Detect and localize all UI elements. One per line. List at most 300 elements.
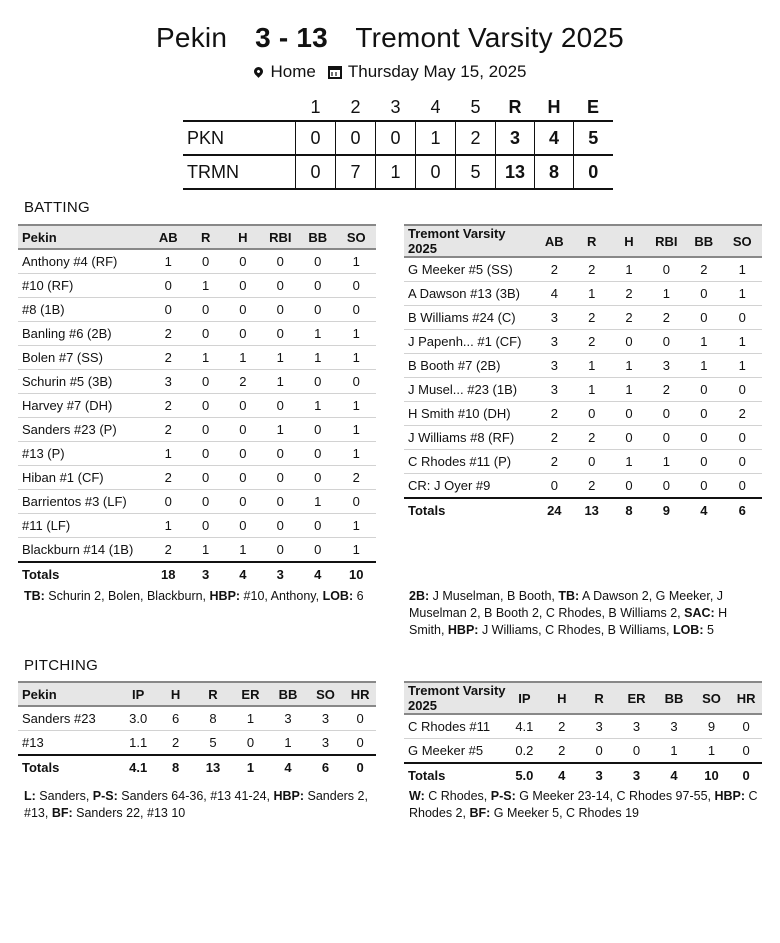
player-name: Anthony #4 (RF) [18, 249, 150, 274]
stat-cell: 3 [307, 706, 345, 731]
stat-cell: 0 [299, 514, 336, 538]
stat-cell: 0 [299, 274, 336, 298]
stat-cell: 1 [337, 322, 376, 346]
stat-cell: 0 [261, 514, 299, 538]
stat-cell: 0 [344, 731, 376, 756]
map-pin-icon [252, 65, 265, 78]
stat-cell: 0 [150, 274, 187, 298]
column-header: BB [655, 682, 693, 714]
stat-cell: 0 [224, 418, 261, 442]
total-cell: 13 [194, 755, 231, 779]
stats-header-row [18, 682, 376, 706]
note-key: HBP: [273, 789, 305, 803]
away-team-name: Pekin [156, 22, 228, 53]
player-row [18, 490, 376, 514]
note-key: HBP: [714, 789, 746, 803]
note-value: A Dawson 2, G Meeker, J Muselman 2, B Booth 2, C Rhodes, B Williams 2, [409, 589, 724, 620]
inning-header: 3 [390, 96, 401, 117]
stat-cell: 1 [299, 490, 336, 514]
stat-cell: 1 [723, 282, 762, 306]
column-header: H [224, 225, 261, 249]
stat-cell: 0 [685, 378, 722, 402]
stat-cell: 2 [337, 466, 376, 490]
stat-cell: 0 [187, 490, 224, 514]
stat-cell: 0 [224, 274, 261, 298]
stat-cell: 1 [187, 538, 224, 563]
note-key: HBP: [447, 623, 479, 637]
totals-label: Totals [404, 763, 506, 787]
player-row [18, 249, 376, 274]
batting-notes-away [24, 588, 374, 605]
column-header: BB [299, 225, 336, 249]
player-row [404, 739, 762, 764]
total-cell: 8 [610, 498, 647, 522]
stat-cell: 0 [187, 442, 224, 466]
total-cell: 24 [536, 498, 573, 522]
stat-cell: 0 [648, 330, 686, 354]
player-name: C Rhodes #11 [404, 714, 506, 739]
stat-cell: 0 [224, 322, 261, 346]
player-row [18, 418, 376, 442]
player-name: C Rhodes #11 (P) [404, 450, 536, 474]
note-value: Sanders 2, #13, [24, 789, 368, 820]
stat-cell: 2 [150, 322, 187, 346]
final-score: 3 - 13 [255, 22, 328, 53]
stat-cell: 0 [648, 257, 686, 282]
player-name: Banling #6 (2B) [18, 322, 150, 346]
stat-cell: 3 [150, 370, 187, 394]
player-name: Sanders #23 (P) [18, 418, 150, 442]
stat-cell: 1 [261, 370, 299, 394]
pitching-notes-away [24, 788, 374, 822]
stat-cell: 1 [610, 378, 647, 402]
game-title [0, 22, 780, 54]
location-text: Home [270, 62, 316, 81]
total-cell: 3 [261, 562, 299, 586]
total-cell: 4 [685, 498, 722, 522]
stat-cell: 0 [610, 474, 647, 499]
column-header: IP [506, 682, 544, 714]
totals-row [404, 763, 762, 787]
player-row [404, 257, 762, 282]
note-value: H Smith, [409, 606, 728, 637]
stat-cell: 0 [685, 306, 722, 330]
column-header: R [580, 682, 617, 714]
hits-header: H [547, 96, 561, 117]
team-name-header: Pekin [18, 225, 150, 249]
player-row [404, 450, 762, 474]
totals-label: Totals [18, 755, 119, 779]
stat-cell: 2 [543, 714, 580, 739]
note-key: TB: [24, 589, 45, 603]
pitching-table-away [18, 681, 376, 779]
stat-cell: 0 [299, 418, 336, 442]
stat-cell: 0 [299, 466, 336, 490]
total-cell: 4 [543, 763, 580, 787]
note-key: SAC: [684, 606, 715, 620]
stats-header-row [404, 225, 762, 257]
stat-cell: 1 [337, 394, 376, 418]
stat-cell: 1 [648, 282, 686, 306]
stat-cell: 2 [536, 426, 573, 450]
inning-score: 7 [336, 155, 376, 189]
totals-label: Totals [18, 562, 150, 586]
inning-score: 2 [456, 121, 496, 155]
stat-cell: 0 [648, 474, 686, 499]
note-value: Sanders, [35, 789, 93, 803]
stat-cell: 0 [648, 426, 686, 450]
total-cell: 6 [307, 755, 345, 779]
linescore-team: PKN [183, 121, 296, 155]
stat-cell: 0 [150, 490, 187, 514]
stat-cell: 2 [610, 282, 647, 306]
player-name: #13 [18, 731, 119, 756]
home-team-name: Tremont Varsity 2025 [355, 22, 624, 53]
inning-header: 2 [350, 96, 361, 117]
batting-table-home [404, 224, 762, 522]
stat-cell: 0 [232, 731, 270, 756]
stat-cell: 2 [150, 418, 187, 442]
stat-cell: 0 [299, 370, 336, 394]
stat-cell: 1 [150, 442, 187, 466]
column-header: ER [232, 682, 270, 706]
player-row [18, 298, 376, 322]
inning-header: 4 [430, 96, 441, 117]
stat-cell: 0 [187, 370, 224, 394]
errors-total: 5 [574, 121, 613, 155]
inning-score: 0 [296, 155, 336, 189]
stat-cell: 0 [648, 402, 686, 426]
runs-header: R [508, 96, 522, 117]
stat-cell: 2 [157, 731, 194, 756]
stat-cell: 0.2 [506, 739, 544, 764]
stat-cell: 1 [610, 257, 647, 282]
total-cell: 0 [730, 763, 762, 787]
inning-score: 0 [336, 121, 376, 155]
stat-cell: 1 [299, 394, 336, 418]
column-header: SO [723, 225, 762, 257]
stat-cell: 0 [187, 466, 224, 490]
pitching-notes-home [409, 788, 764, 822]
player-name: Blackburn #14 (1B) [18, 538, 150, 563]
stat-cell: 2 [536, 402, 573, 426]
linescore-row-home [183, 155, 613, 189]
player-name: G Meeker #5 [404, 739, 506, 764]
stat-cell: 1 [610, 450, 647, 474]
note-key: LOB: [322, 589, 354, 603]
pitching-section-title: PITCHING [24, 657, 99, 674]
column-header: BB [269, 682, 307, 706]
stat-cell: 0 [299, 442, 336, 466]
total-cell: 13 [573, 498, 610, 522]
stat-cell: 0 [224, 442, 261, 466]
note-key: TB: [558, 589, 580, 603]
team-name-header: Tremont Varsity 2025 [404, 225, 536, 257]
player-name: Hiban #1 (CF) [18, 466, 150, 490]
stat-cell: 1 [693, 739, 731, 764]
stat-cell: 1 [610, 354, 647, 378]
player-name: J Musel... #23 (1B) [404, 378, 536, 402]
inning-header: 1 [310, 96, 321, 117]
linescore-header [183, 94, 613, 121]
player-row [404, 714, 762, 739]
total-cell: 18 [150, 562, 187, 586]
column-header: H [157, 682, 194, 706]
stat-cell: 1 [150, 249, 187, 274]
column-header: R [573, 225, 610, 257]
stat-cell: 3 [580, 714, 617, 739]
stat-cell: 0 [610, 330, 647, 354]
calendar-icon [328, 66, 342, 79]
note-key: P-S: [92, 789, 118, 803]
stat-cell: 3.0 [119, 706, 157, 731]
total-cell: 4 [299, 562, 336, 586]
stat-cell: 0 [730, 739, 762, 764]
stat-cell: 0 [685, 426, 722, 450]
stat-cell: 3 [648, 354, 686, 378]
stat-cell: 0 [261, 249, 299, 274]
stat-cell: 0 [187, 298, 224, 322]
column-header: SO [337, 225, 376, 249]
stat-cell: 0 [187, 322, 224, 346]
totals-row [18, 562, 376, 586]
stat-cell: 0 [610, 426, 647, 450]
inning-score: 1 [416, 121, 456, 155]
stat-cell: 1 [261, 418, 299, 442]
note-value: G Meeker 5, C Rhodes 19 [490, 806, 639, 820]
stat-cell: 0 [261, 466, 299, 490]
stat-cell: 1 [337, 514, 376, 538]
note-value: J Muselman, B Booth, [429, 589, 559, 603]
stat-cell: 2 [150, 538, 187, 563]
stat-cell: 3 [536, 354, 573, 378]
note-key: 2B: [409, 589, 430, 603]
stat-cell: 6 [157, 706, 194, 731]
stat-cell: 1 [648, 450, 686, 474]
stat-cell: 0 [187, 394, 224, 418]
stat-cell: 1 [723, 354, 762, 378]
linescore-team: TRMN [183, 155, 296, 189]
stat-cell: 0 [337, 490, 376, 514]
game-date [328, 62, 527, 82]
inning-score: 1 [376, 155, 416, 189]
stat-cell: 3 [536, 378, 573, 402]
total-cell: 3 [618, 763, 656, 787]
stat-cell: 0 [187, 418, 224, 442]
player-name: H Smith #10 (DH) [404, 402, 536, 426]
stat-cell: 0 [224, 514, 261, 538]
stat-cell: 2 [610, 306, 647, 330]
total-cell: 9 [648, 498, 686, 522]
stat-cell: 2 [573, 306, 610, 330]
player-row [18, 514, 376, 538]
note-key: L: [24, 789, 36, 803]
column-header: HR [730, 682, 762, 714]
note-value: #10, Anthony, [240, 589, 323, 603]
player-name: #8 (1B) [18, 298, 150, 322]
stat-cell: 1 [224, 346, 261, 370]
hits-total: 4 [535, 121, 574, 155]
stat-cell: 4.1 [506, 714, 544, 739]
batting-table-away [18, 224, 376, 586]
stat-cell: 0 [261, 442, 299, 466]
column-header: SO [693, 682, 731, 714]
stat-cell: 5 [194, 731, 231, 756]
stat-cell: 0 [299, 249, 336, 274]
totals-row [404, 498, 762, 522]
stat-cell: 0 [573, 450, 610, 474]
stat-cell: 0 [187, 249, 224, 274]
stat-cell: 1 [337, 249, 376, 274]
note-value: J Williams, C Rhodes, B Williams, [478, 623, 673, 637]
stat-cell: 1 [150, 514, 187, 538]
stat-cell: 2 [543, 739, 580, 764]
player-row [18, 394, 376, 418]
note-value: Schurin 2, Bolen, Blackburn, [44, 589, 210, 603]
player-row [18, 442, 376, 466]
stat-cell: 4 [536, 282, 573, 306]
stat-cell: 2 [536, 450, 573, 474]
hits-total: 8 [535, 155, 574, 189]
linescore-row-away [183, 121, 613, 155]
game-header [0, 22, 780, 82]
total-cell: 3 [187, 562, 224, 586]
total-cell: 5.0 [506, 763, 544, 787]
player-name: #10 (RF) [18, 274, 150, 298]
note-key: BF: [51, 806, 73, 820]
column-header: H [610, 225, 647, 257]
inning-header: 5 [470, 96, 481, 117]
column-header: RBI [261, 225, 299, 249]
batting-section-title: BATTING [24, 199, 90, 216]
note-value: Sanders 22, #13 10 [72, 806, 186, 820]
stat-cell: 0 [261, 298, 299, 322]
note-key: BF: [469, 806, 491, 820]
player-name: B Williams #24 (C) [404, 306, 536, 330]
stat-cell: 2 [685, 257, 722, 282]
column-header: AB [150, 225, 187, 249]
stat-cell: 1 [187, 274, 224, 298]
location [254, 62, 316, 82]
stat-cell: 0 [187, 514, 224, 538]
note-value: G Meeker 23-14, C Rhodes 97-55, [515, 789, 715, 803]
player-row [404, 306, 762, 330]
player-name: Schurin #5 (3B) [18, 370, 150, 394]
linescore-team-header [183, 94, 296, 121]
stat-cell: 2 [573, 257, 610, 282]
stat-cell: 1 [573, 354, 610, 378]
column-header: R [194, 682, 231, 706]
player-name: B Booth #7 (2B) [404, 354, 536, 378]
stat-cell: 0 [723, 378, 762, 402]
stat-cell: 0 [337, 298, 376, 322]
column-header: ER [618, 682, 656, 714]
player-name: Barrientos #3 (LF) [18, 490, 150, 514]
total-cell: 1 [232, 755, 270, 779]
player-row [18, 706, 376, 731]
stat-cell: 2 [536, 257, 573, 282]
stat-cell: 1 [224, 538, 261, 563]
stat-cell: 0 [224, 394, 261, 418]
stat-cell: 0 [337, 370, 376, 394]
stat-cell: 3 [269, 706, 307, 731]
column-header: SO [307, 682, 345, 706]
player-name: Sanders #23 [18, 706, 119, 731]
note-key: W: [409, 789, 425, 803]
player-name: CR: J Oyer #9 [404, 474, 536, 499]
stat-cell: 0 [344, 706, 376, 731]
stat-cell: 1 [685, 354, 722, 378]
stat-cell: 3 [536, 306, 573, 330]
stat-cell: 0 [723, 306, 762, 330]
stat-cell: 1 [261, 346, 299, 370]
note-value: C Rhodes 2, [409, 789, 758, 820]
stat-cell: 0 [685, 282, 722, 306]
column-header: R [187, 225, 224, 249]
totals-label: Totals [404, 498, 536, 522]
stat-cell: 2 [150, 466, 187, 490]
stat-cell: 9 [693, 714, 731, 739]
player-name: #11 (LF) [18, 514, 150, 538]
player-row [404, 426, 762, 450]
note-value: 6 [353, 589, 364, 603]
total-cell: 3 [580, 763, 617, 787]
player-name: Bolen #7 (SS) [18, 346, 150, 370]
note-value: 5 [703, 623, 714, 637]
stat-cell: 0 [536, 474, 573, 499]
stat-cell: 0 [618, 739, 656, 764]
stat-cell: 0 [224, 298, 261, 322]
stat-cell: 1 [685, 330, 722, 354]
stat-cell: 2 [150, 394, 187, 418]
stat-cell: 0 [299, 538, 336, 563]
column-header: BB [685, 225, 722, 257]
stat-cell: 3 [618, 714, 656, 739]
stat-cell: 1 [723, 257, 762, 282]
stat-cell: 1.1 [119, 731, 157, 756]
player-name: A Dawson #13 (3B) [404, 282, 536, 306]
stat-cell: 2 [150, 346, 187, 370]
total-cell: 10 [693, 763, 731, 787]
column-header: AB [536, 225, 573, 257]
game-meta [0, 62, 780, 82]
inning-score: 0 [376, 121, 416, 155]
stat-cell: 3 [655, 714, 693, 739]
note-value: Sanders 64-36, #13 41-24, [117, 789, 274, 803]
stat-cell: 3 [307, 731, 345, 756]
stats-header-row [18, 225, 376, 249]
stat-cell: 0 [723, 474, 762, 499]
pitching-table-home [404, 681, 762, 787]
stat-cell: 1 [337, 538, 376, 563]
stat-cell: 1 [187, 346, 224, 370]
player-row [18, 538, 376, 563]
total-cell: 0 [344, 755, 376, 779]
stat-cell: 1 [337, 442, 376, 466]
player-row [18, 370, 376, 394]
team-name-header: Tremont Varsity 2025 [404, 682, 506, 714]
player-row [404, 474, 762, 499]
totals-row [18, 755, 376, 779]
stat-cell: 2 [723, 402, 762, 426]
inning-score: 0 [416, 155, 456, 189]
player-row [404, 402, 762, 426]
stat-cell: 0 [224, 249, 261, 274]
stat-cell: 2 [573, 474, 610, 499]
stat-cell: 2 [648, 306, 686, 330]
stat-cell: 1 [299, 346, 336, 370]
player-row [404, 282, 762, 306]
